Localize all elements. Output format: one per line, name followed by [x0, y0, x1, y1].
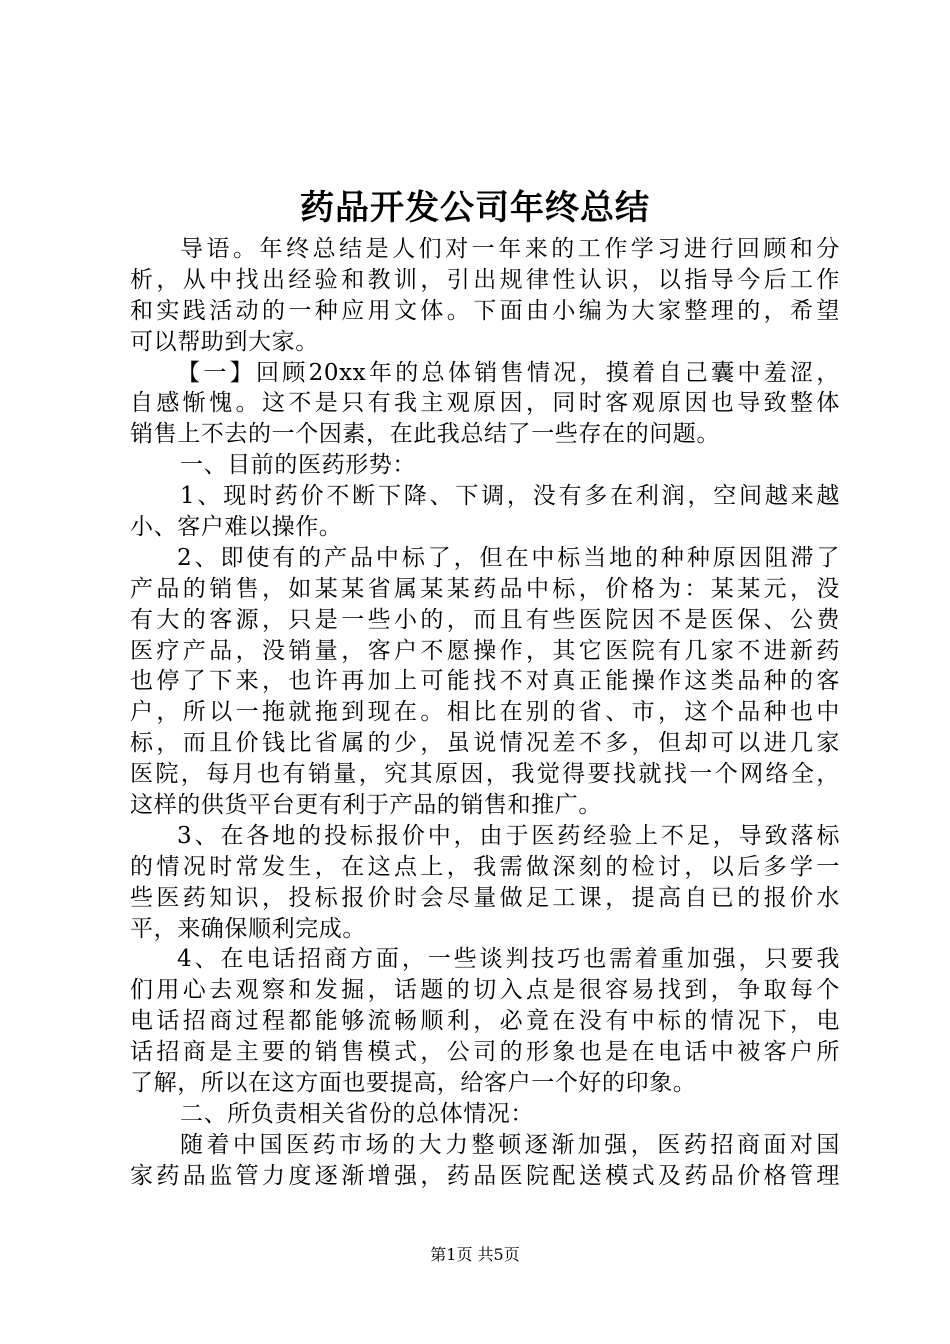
text-line: 医疗产品，没销量，客户不愿操作，其它医院有几家不进新药 — [130, 637, 840, 664]
text-line: 们用心去观察和发掘，话题的切入点是很容易找到，争取每个 — [130, 977, 840, 1004]
text-line: 【一】回顾20xx年的总体销售情况，摸着自己囊中羞涩， — [177, 359, 840, 386]
text-line: 小、客户难以操作。 — [130, 514, 343, 541]
text-line: 随着中国医药市场的大力整顿逐渐加强，医药招商面对国 — [180, 1131, 840, 1158]
text-line: 家药品监管力度逐渐增强，药品医院配送模式及药品价格管理 — [130, 1162, 840, 1189]
text-line: 话招商是主要的销售模式，公司的形象也是在电话中被客户所 — [130, 1039, 840, 1066]
text-line: 了解，所以在这方面也要提高，给客户一个好的印象。 — [130, 1070, 697, 1097]
text-line: 导语。年终总结是人们对一年来的工作学习进行回顾和分 — [180, 236, 840, 262]
text-line: 平，来确保顺利完成。 — [130, 915, 366, 942]
text-line: 医院，每月也有销量，究其原因，我觉得要找就找一个网络全， — [130, 761, 840, 788]
text-line: 有大的客源，只是一些小的，而且有些医院因不是医保、公费 — [130, 606, 840, 633]
text-line: 和实践活动的一种应用文体。下面由小编为大家整理的，希望 — [130, 297, 840, 324]
text-line: 也停了下来，也许再加上可能找不对真正能操作这类品种的客 — [130, 668, 840, 695]
text-line: 销售上不去的一个因素，在此我总结了一些存在的问题。 — [130, 421, 720, 448]
text-line: 析，从中找出经验和教训，引出规律性认识，以指导今后工作 — [130, 266, 840, 293]
text-line: 这样的供货平台更有利于产品的销售和推广。 — [130, 792, 602, 819]
text-line: 标，而且价钱比省属的少，虽说情况差不多，但却可以进几家 — [130, 730, 840, 757]
document-title: 药品开发公司年终总结 — [300, 188, 650, 228]
text-line: 4、在电话招商方面，一些谈判技巧也需着重加强，只要我 — [177, 946, 840, 973]
text-line: 自感惭愧。这不是只有我主观原因，同时客观原因也导致整体 — [130, 390, 840, 417]
text-line: 可以帮助到大家。 — [130, 328, 319, 355]
text-line: 户，所以一拖就拖到现在。相比在别的省、市，这个品种也中 — [130, 699, 840, 726]
text-line: 3、在各地的投标报价中，由于医药经验上不足，导致落标 — [177, 822, 840, 849]
text-line: 些医药知识，投标报价时会尽量做足工课，提高自已的报价水 — [130, 884, 840, 911]
text-line: 二、所负责相关省份的总体情况： — [180, 1100, 534, 1127]
page-footer: 第1页 共5页 — [430, 1245, 520, 1264]
text-line: 2、即使有的产品中标了，但在中标当地的种种原因阻滞了 — [177, 544, 840, 571]
text-line: 一、目前的医药形势： — [180, 452, 416, 479]
text-line: 的情况时常发生，在这点上，我需做深刻的检讨，以后多学一 — [130, 853, 840, 880]
text-line: 1、现时药价不断下降、下调，没有多在利润，空间越来越 — [180, 483, 840, 510]
document-body — [130, 234, 840, 1192]
text-line: 电话招商过程都能够流畅顺利，必竟在没有中标的情况下，电 — [130, 1008, 840, 1035]
text-line: 产品的销售，如某某省属某某药品中标，价格为：某某元，没 — [130, 575, 840, 602]
